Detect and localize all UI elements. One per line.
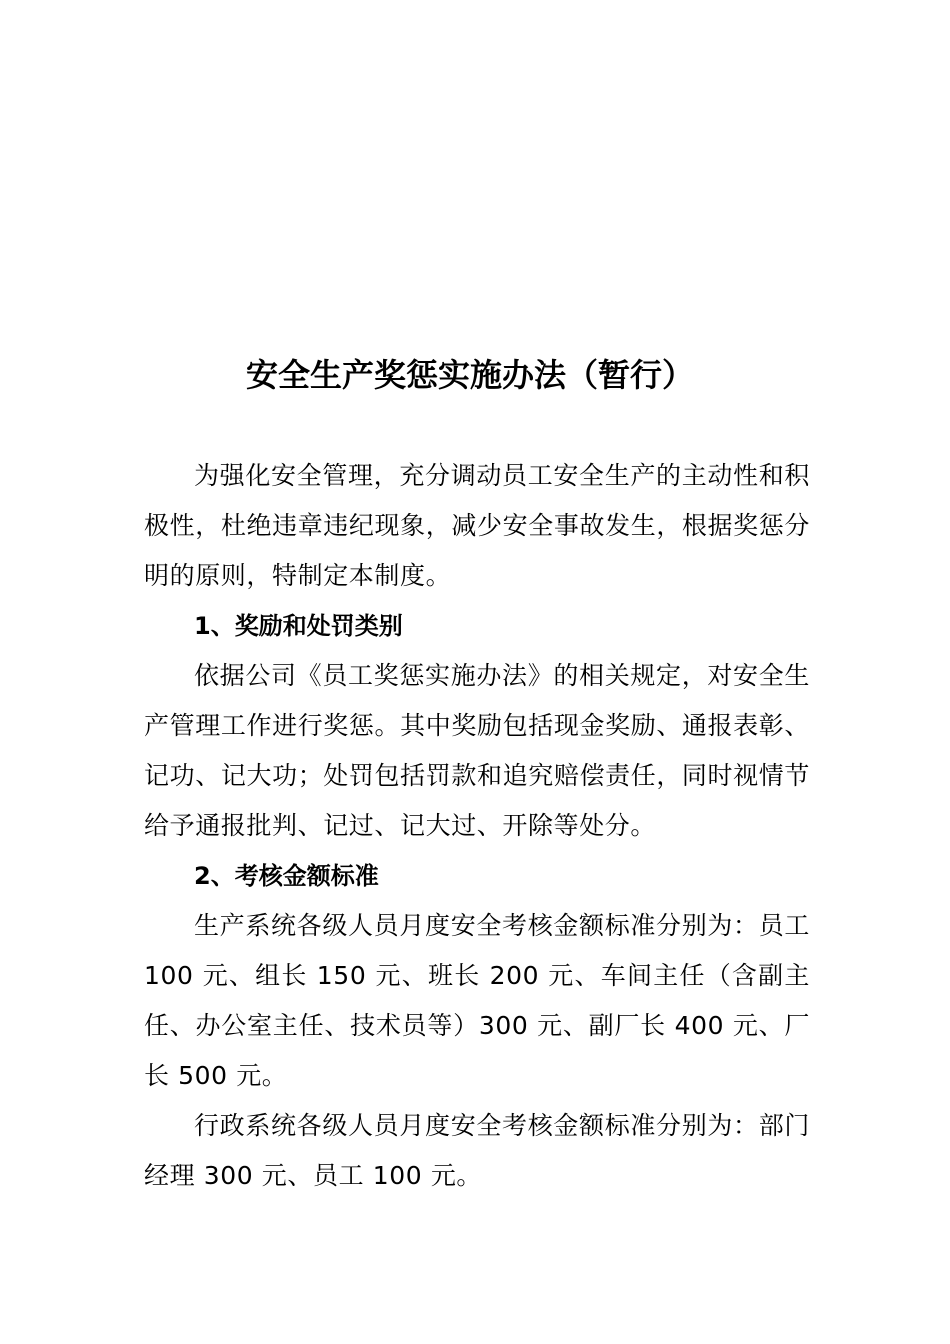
section-heading-rewards-penalties: 1、奖励和处罚类别: [194, 612, 403, 640]
section-paragraph: 生产系统各级人员月度安全考核金额标准分别为：员工 100 元、组长 150 元、班长 200 元、车间主任（含副主任、办公室主任、技术员等）300 元、副厂长 400 元、厂长 500 元。: [144, 911, 810, 1090]
document-title: 安全生产奖惩实施办法（暂行）: [245, 356, 694, 394]
section-heading-assessment-amounts: 2、考核金额标准: [194, 862, 379, 890]
intro-paragraph: 为强化安全管理，充分调动员工安全生产的主动性和积极性，杜绝违章违纪现象，减少安全事故发生，根据奖惩分明的原则，特制定本制度。: [144, 461, 810, 590]
document-body: [144, 451, 810, 1201]
section-paragraph: 行政系统各级人员月度安全考核金额标准分别为：部门经理 300 元、员工 100 元。: [144, 1111, 810, 1190]
section-paragraph: 依据公司《员工奖惩实施办法》的相关规定，对安全生产管理工作进行奖惩。其中奖励包括现金奖励、通报表彰、记功、记大功；处罚包括罚款和追究赔偿责任，同时视情节给予通报批判、记过、记大过、开除等处分。: [144, 661, 810, 840]
